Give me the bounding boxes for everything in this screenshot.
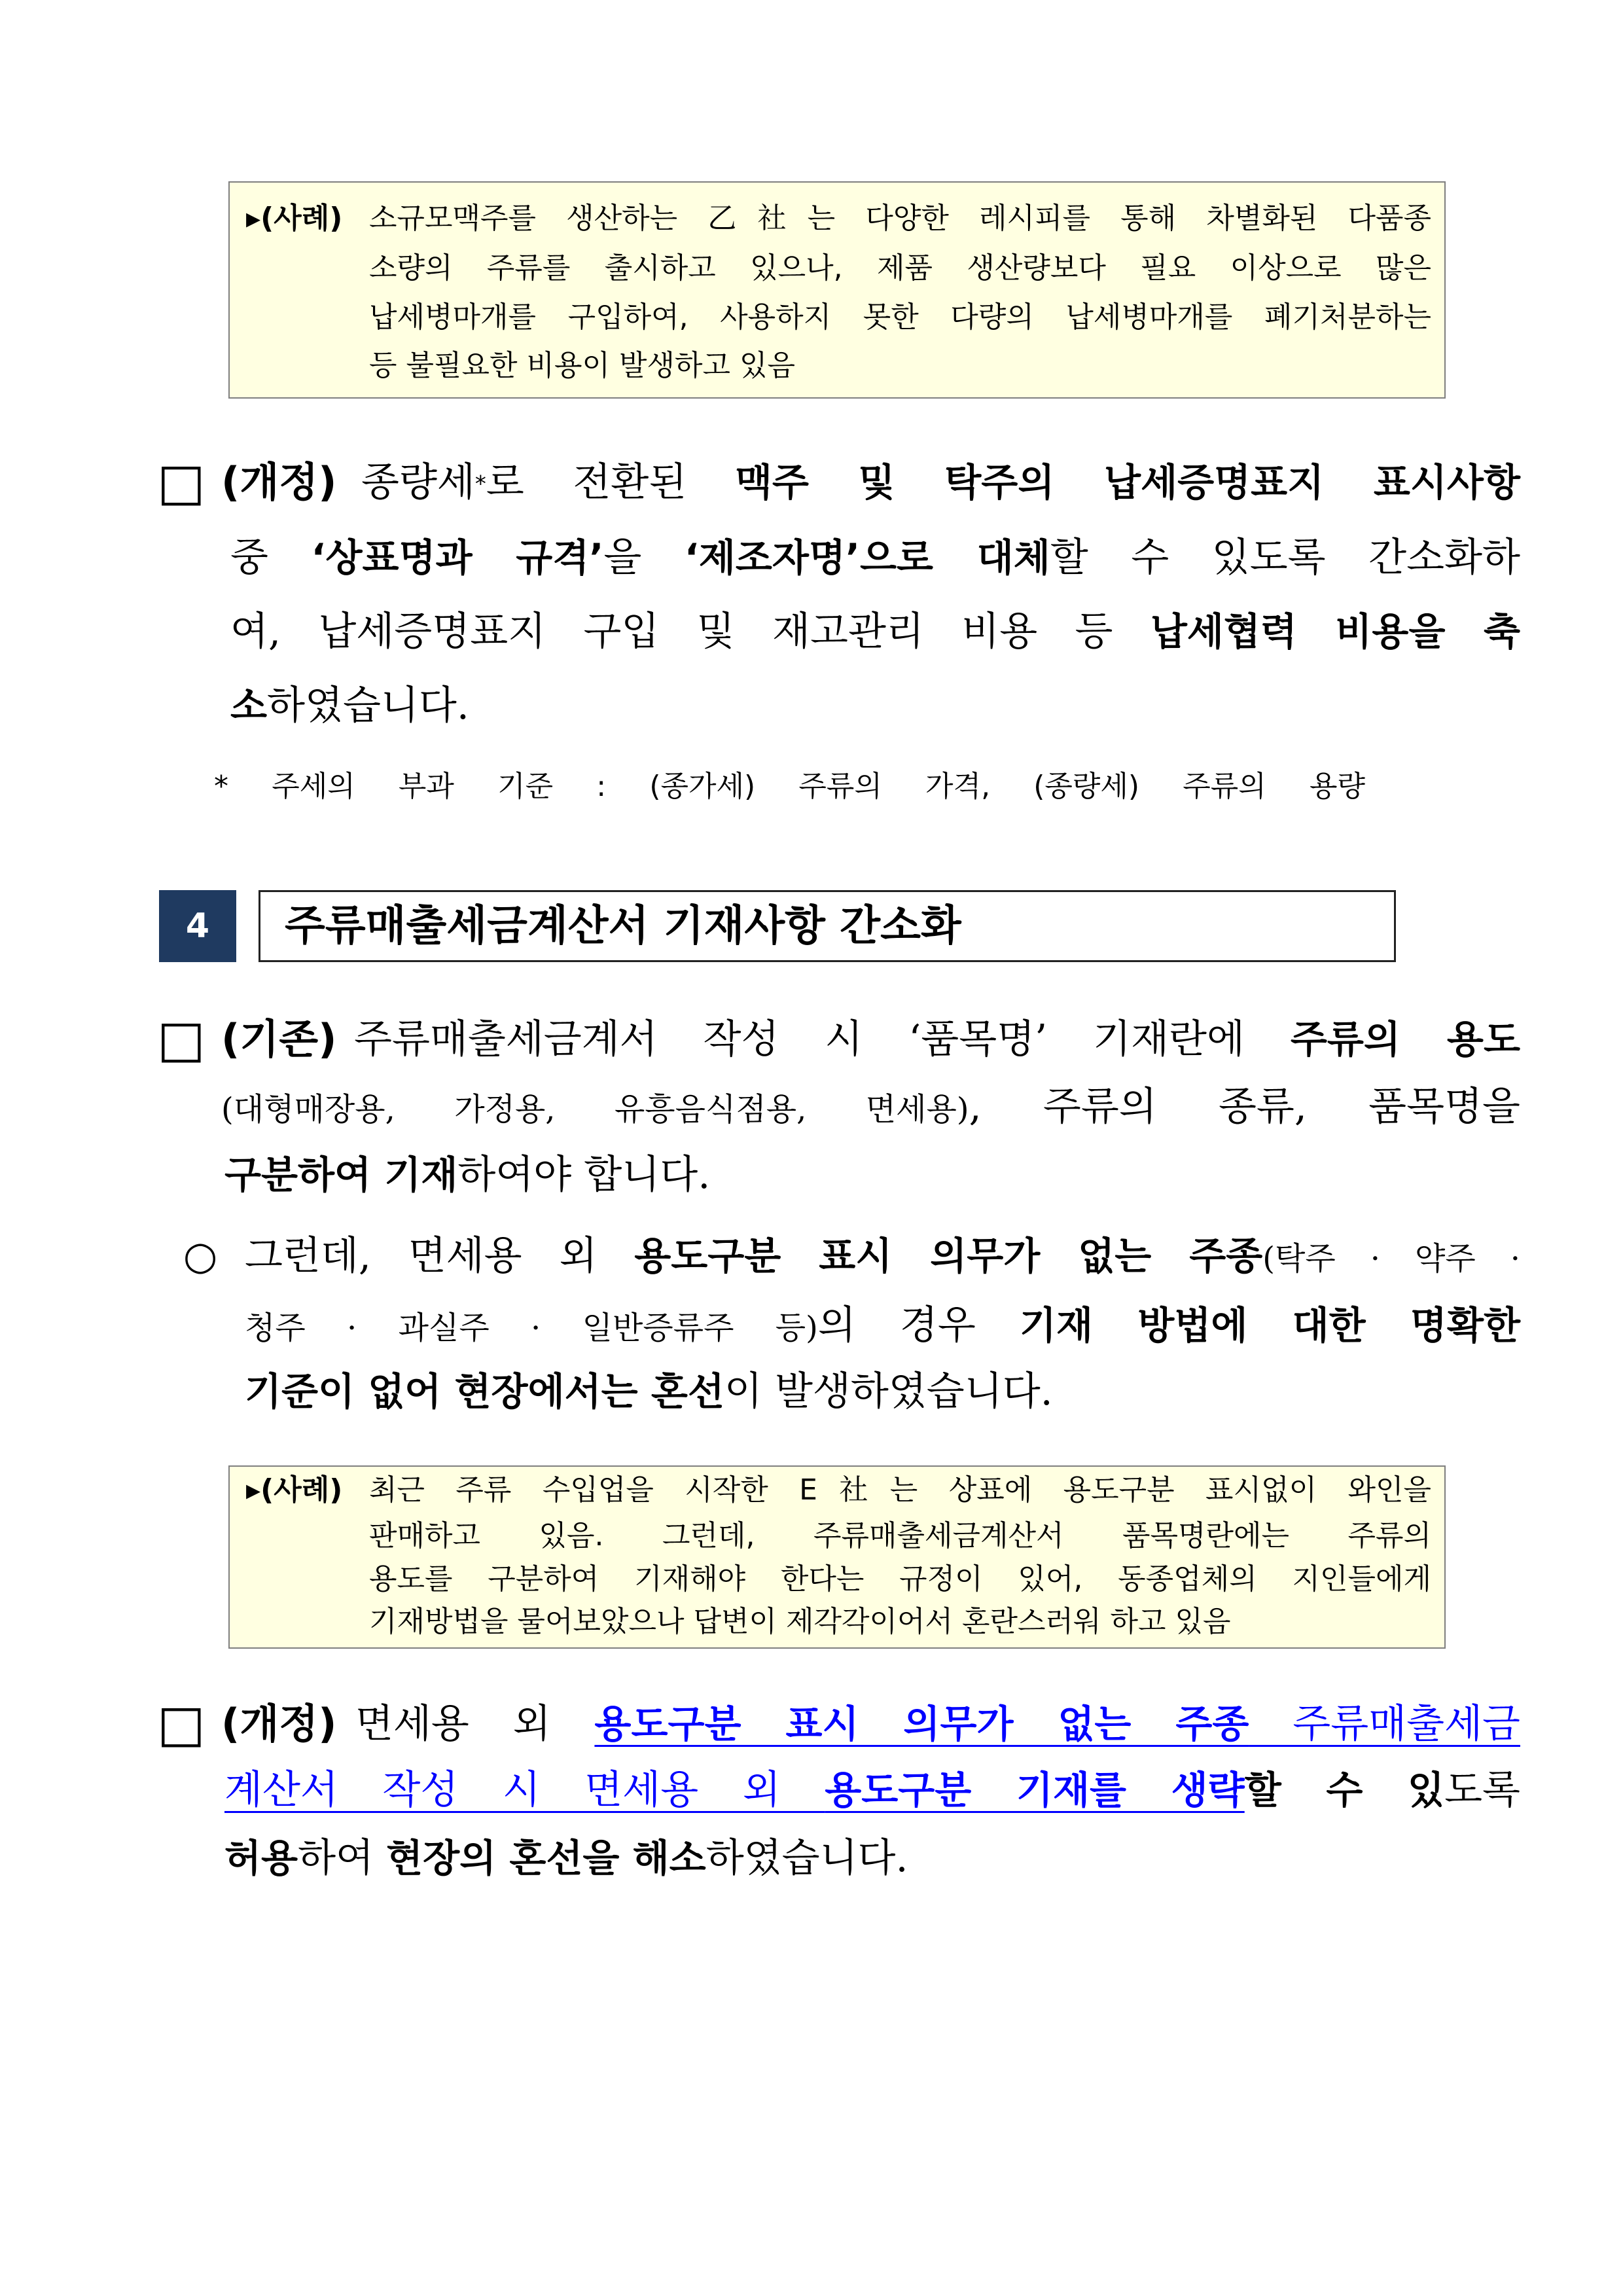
case-text-line: 소규모맥주를 생산하는 乙社는 다양한 레시피를 통해 차별화된 다품종 [369, 202, 1431, 235]
text-segment: 하여야 합니다. [457, 1152, 711, 1198]
paragraph-line [245, 1299, 1520, 1352]
section-number: 4 [159, 890, 236, 962]
emphasis-segment: 할 수 있 [1244, 1768, 1445, 1812]
emphasis-segment: 현장의 혼선을 해소 [386, 1836, 706, 1880]
case-label: ▸(사례) [246, 202, 343, 235]
text-segment: 주류매출세금계서 작성 시 ‘품목명’ 기재란에 [354, 1016, 1291, 1062]
footnote-marker: * [474, 471, 486, 497]
case-label: ▸(사례) [246, 1473, 343, 1507]
text-segment: 그런데, 면세용 외 [245, 1233, 635, 1279]
text-segment: 하였습니다. [705, 1835, 908, 1881]
emphasis-segment: 용도구분 표시 의무가 없는 주종 [594, 1702, 1249, 1746]
text-segment: 중 [230, 535, 312, 581]
text-segment: 로 전환된 [486, 459, 736, 505]
small-text-segment: (탁주 · 약주 · [1262, 1240, 1520, 1277]
emphasis-segment: 소 [230, 683, 268, 728]
paragraph-line [224, 1149, 1520, 1201]
emphasis-segment: 용도구분 기재를 생략 [825, 1768, 1245, 1812]
text-segment: 하여 [298, 1835, 387, 1881]
section-title: 주류매출세금계산서 기재사항 간소화 [285, 902, 961, 950]
text-segment: 종량세 [361, 459, 475, 505]
text-segment: 주류매출세금 [1249, 1701, 1520, 1747]
highlighted-change [594, 1701, 1520, 1747]
text-segment: 할 수 있도록 간소화하 [1050, 535, 1520, 581]
emphasis-segment: ‘상표명과 규격’ [311, 535, 604, 580]
emphasis-segment: 용도구분 표시 의무가 없는 주종 [634, 1234, 1263, 1278]
emphasis-segment: 납세협력 비용을 축 [1150, 609, 1520, 654]
paragraph-line [230, 531, 1520, 584]
section-title-box [259, 890, 1396, 962]
small-text-segment: 청주 · 과실주 · 일반증류주 등) [245, 1310, 818, 1346]
case-text-line: 등 불필요한 비용이 발생하고 있음 [369, 349, 795, 382]
case-text-line: 기재방법을 물어보았으나 답변이 제각각이어서 혼란스러워 하고 있음 [369, 1605, 1231, 1638]
paragraph-line [230, 605, 1520, 658]
paragraph-line [355, 1698, 1520, 1750]
emphasis-segment: ‘제조자명’으로 대체 [684, 535, 1050, 580]
text-segment: 계산서 작성 시 면세용 외 [224, 1767, 825, 1813]
paragraph-line [224, 1764, 1520, 1816]
text-segment: 을 [603, 535, 685, 581]
emphasis-segment: 구분하여 기재 [224, 1153, 458, 1197]
paragraph-line [245, 1230, 1520, 1282]
case-text-line: 최근 주류 수입업을 시작한 E社는 상표에 용도구분 표시없이 와인을 [369, 1473, 1431, 1507]
paragraph-line [354, 1013, 1520, 1066]
paragraph-line [245, 1365, 1520, 1418]
emphasis-segment: 기재 방법에 대한 명확한 [1019, 1303, 1520, 1348]
paragraph-tag: (개정) [221, 458, 337, 506]
square-bullet-icon: □ [157, 1010, 205, 1069]
paragraph-tag: (기존) [221, 1015, 337, 1063]
square-bullet-icon: □ [157, 453, 205, 512]
paragraph-line [361, 456, 1520, 509]
square-bullet-icon: □ [157, 1695, 205, 1753]
text-segment: 도록 [1444, 1767, 1520, 1813]
text-segment: 의 경우 [817, 1302, 1020, 1348]
paragraph-line [230, 679, 1520, 732]
footnote: * 주세의 부과 기준 : (종가세) 주류의 가격, (종량세) 주류의 용량 [214, 770, 1365, 803]
text-segment: 여, 납세증명표지 구입 및 재고관리 비용 등 [230, 609, 1150, 655]
highlighted-change [224, 1767, 1245, 1813]
paragraph-line [221, 1081, 1520, 1133]
case-text-line: 판매하고 있음. 그런데, 주류매출세금계산서 품목명란에는 주류의 [369, 1519, 1431, 1552]
text-segment: 면세용 외 [355, 1701, 595, 1747]
text-segment: , 주류의 종류, 품목명을 [969, 1084, 1520, 1130]
text-segment: 이 발생하였습니다. [724, 1369, 1053, 1414]
emphasis-segment: 주류의 용도 [1290, 1017, 1520, 1062]
text-segment: 하였습니다. [267, 683, 469, 728]
small-text-segment: (대형매장용, 가정용, 유흥음식점용, 면세용) [221, 1091, 969, 1128]
emphasis-segment: 맥주 및 탁주의 납세증명표지 표시사항 [735, 460, 1520, 505]
paragraph-line [224, 1832, 1520, 1884]
case-text-line: 납세병마개를 구입하여, 사용하지 못한 다량의 납세병마개를 폐기처분하는 [369, 300, 1431, 334]
emphasis-segment: 허용 [224, 1836, 298, 1880]
circle-bullet-icon: ○ [183, 1233, 218, 1279]
emphasis-segment: 기준이 없어 현장에서는 혼선 [245, 1369, 724, 1414]
case-text-line: 소량의 주류를 출시하고 있으나, 제품 생산량보다 필요 이상으로 많은 [369, 251, 1431, 285]
paragraph-tag: (개정) [221, 1700, 337, 1748]
case-text-line: 용도를 구분하여 기재해야 한다는 규정이 있어, 동종업체의 지인들에게 [369, 1562, 1431, 1596]
